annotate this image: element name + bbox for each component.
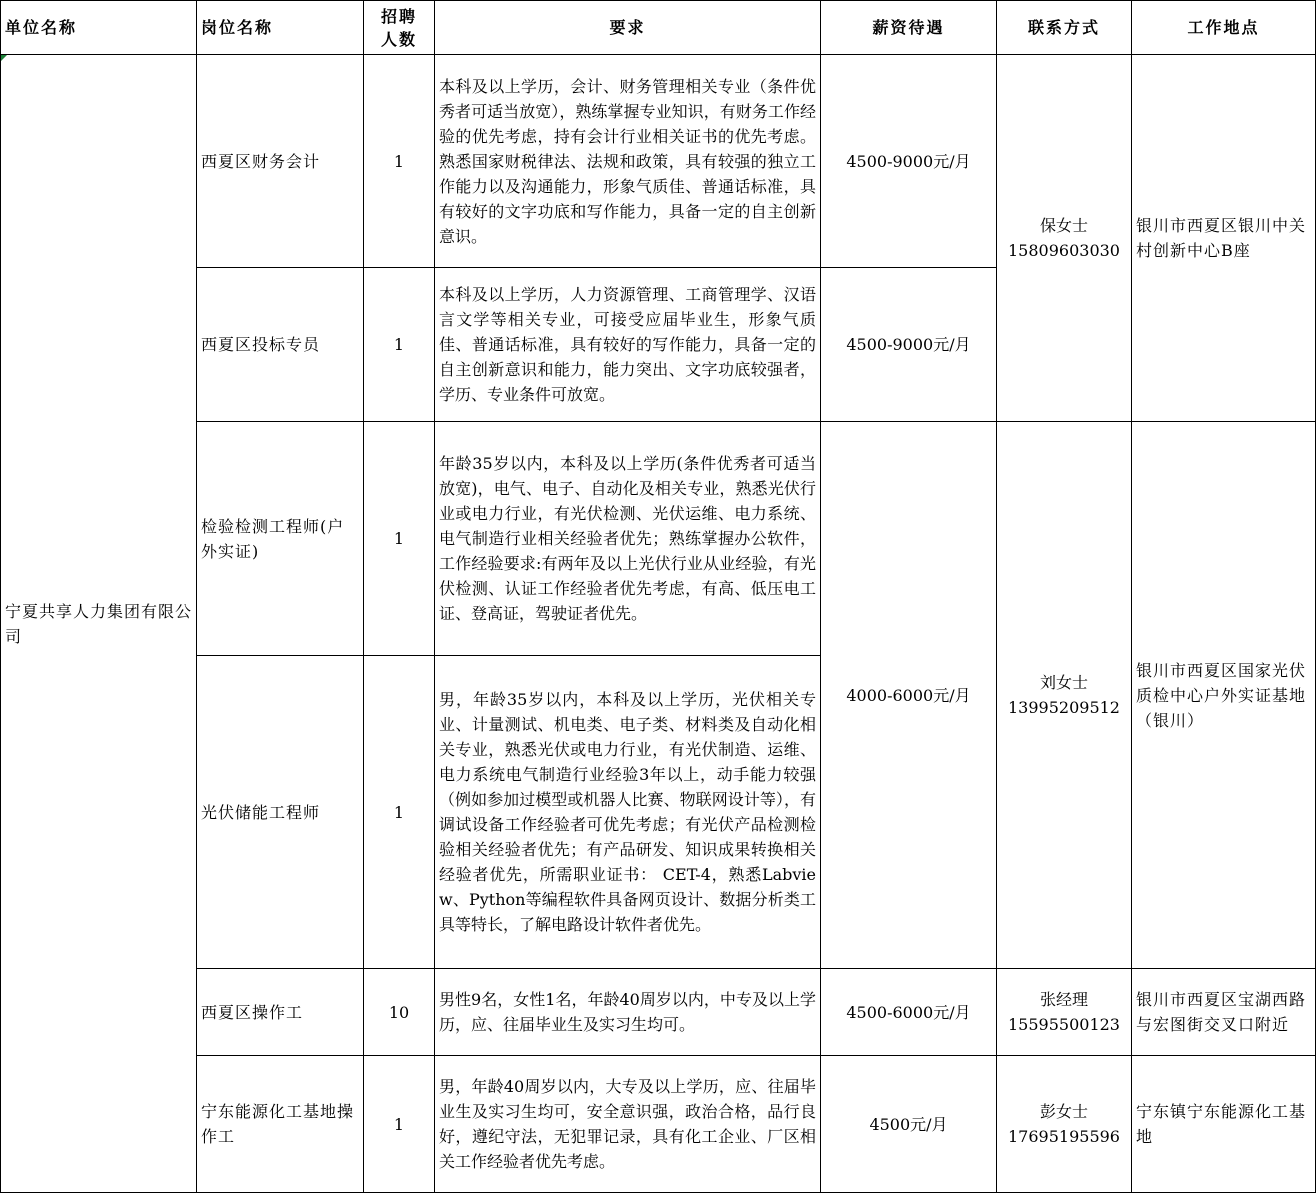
position-cell: 西夏区财务会计 xyxy=(197,55,364,268)
requirements-cell: 本科及以上学历，人力资源管理、工商管理学、汉语言文学等相关专业，可接受应届毕业生，形象气质佳、普通话标准，具有较好的写作能力，具备一定的自主创新意识和能力，能力突出、文字功底较强者，学历、专业条件可放宽。 xyxy=(435,268,821,422)
contact-name: 彭女士 xyxy=(1039,1102,1088,1121)
location-cell: 银川市西夏区国家光伏质检中心户外实证基地（银川） xyxy=(1132,422,1316,969)
contact-phone: 17695195596 xyxy=(1008,1127,1120,1146)
location-cell: 银川市西夏区宝湖西路与宏图街交叉口附近 xyxy=(1132,969,1316,1056)
position-cell: 宁东能源化工基地操作工 xyxy=(197,1056,364,1193)
cell-corner-marker xyxy=(1,55,7,61)
position-cell: 检验检测工程师(户外实证) xyxy=(197,422,364,656)
headcount-cell: 1 xyxy=(364,268,435,422)
location-cell: 银川市西夏区银川中关村创新中心B座 xyxy=(1132,55,1316,422)
table-row xyxy=(1,422,1316,656)
table-row xyxy=(1,969,1316,1056)
position-cell: 西夏区投标专员 xyxy=(197,268,364,422)
contact-phone: 15809603030 xyxy=(1008,241,1120,260)
header-requirements: 要求 xyxy=(435,1,821,55)
header-headcount-line2: 人数 xyxy=(380,29,417,49)
salary-cell: 4500-9000元/月 xyxy=(821,268,997,422)
salary-cell: 4500元/月 xyxy=(821,1056,997,1193)
requirements-cell: 本科及以上学历，会计、财务管理相关专业（条件优秀者可适当放宽），熟练掌握专业知识，有财务工作经验的优先考虑，持有会计行业相关证书的优先考虑。熟悉国家财税律法、法规和政策，具有较强的独立工作能力以及沟通能力，形象气质佳、普通话标准，具有较好的文字功底和写作能力，具备一定的自主创新意识。 xyxy=(435,55,821,268)
header-location: 工作地点 xyxy=(1132,1,1316,55)
headcount-cell: 1 xyxy=(364,1056,435,1193)
header-salary: 薪资待遇 xyxy=(821,1,997,55)
header-headcount xyxy=(364,1,435,55)
table-row xyxy=(1,55,1316,268)
salary-cell: 4500-9000元/月 xyxy=(821,55,997,268)
requirements-cell: 男，年龄40周岁以内，大专及以上学历，应、往届毕业生及实习生均可，安全意识强，政治合格，品行良好，遵纪守法，无犯罪记录，具有化工企业、厂区相关工作经验者优先考虑。 xyxy=(435,1056,821,1193)
contact-name: 刘女士 xyxy=(1039,673,1088,692)
requirements-cell: 男，年龄35岁以内，本科及以上学历，光伏相关专业、计量测试、机电类、电子类、材料类及自动化相关专业，熟悉光伏或电力行业，有光伏制造、运维、电力系统电气制造行业经验3年以上，动手能力较强（例如参加过模型或机器人比赛、物联网设计等），有调试设备工作经验者可优先考虑；有光伏产品检测检验相关经验者优先；有产品研发、知识成果转换相关经验者优先，所需职业证书： CET-4，熟悉Labview、Python等编程软件具备网页设计、数据分析类工具等特长，了解电路设计软件者优先。 xyxy=(435,656,821,969)
position-cell: 西夏区操作工 xyxy=(197,969,364,1056)
contact-cell xyxy=(997,969,1132,1056)
headcount-cell: 10 xyxy=(364,969,435,1056)
position-cell: 光伏储能工程师 xyxy=(197,656,364,969)
header-headcount-line1: 招聘 xyxy=(380,6,417,26)
requirements-cell: 年龄35岁以内，本科及以上学历(条件优秀者可适当放宽)，电气、电子、自动化及相关专业，熟悉光伏行业或电力行业，有光伏检测、光伏运维、电力系统、电气制造行业相关经验者优先；熟练掌握办公软件，工作经验要求:有两年及以上光伏行业从业经验，有光伏检测、认证工作经验者优先考虑，有高、低压电工证、登高证，驾驶证者优先。 xyxy=(435,422,821,656)
location-cell: 宁东镇宁东能源化工基地 xyxy=(1132,1056,1316,1193)
headcount-cell: 1 xyxy=(364,422,435,656)
table-row xyxy=(1,1056,1316,1193)
salary-cell: 4000-6000元/月 xyxy=(821,422,997,969)
company-name: 宁夏共享人力集团有限公司 xyxy=(5,601,193,646)
contact-cell xyxy=(997,1056,1132,1193)
requirements-cell: 男性9名，女性1名，年龄40周岁以内，中专及以上学历，应、往届毕业生及实习生均可。 xyxy=(435,969,821,1056)
header-row xyxy=(1,1,1316,55)
contact-name: 保女士 xyxy=(1039,216,1088,235)
header-contact: 联系方式 xyxy=(997,1,1132,55)
contact-phone: 13995209512 xyxy=(1008,698,1120,717)
contact-name: 张经理 xyxy=(1039,990,1088,1009)
contact-cell xyxy=(997,55,1132,422)
headcount-cell: 1 xyxy=(364,55,435,268)
header-position: 岗位名称 xyxy=(197,1,364,55)
contact-phone: 15595500123 xyxy=(1008,1015,1120,1034)
salary-cell: 4500-6000元/月 xyxy=(821,969,997,1056)
header-company: 单位名称 xyxy=(1,1,197,55)
company-cell xyxy=(1,55,197,1193)
headcount-cell: 1 xyxy=(364,656,435,969)
contact-cell xyxy=(997,422,1132,969)
